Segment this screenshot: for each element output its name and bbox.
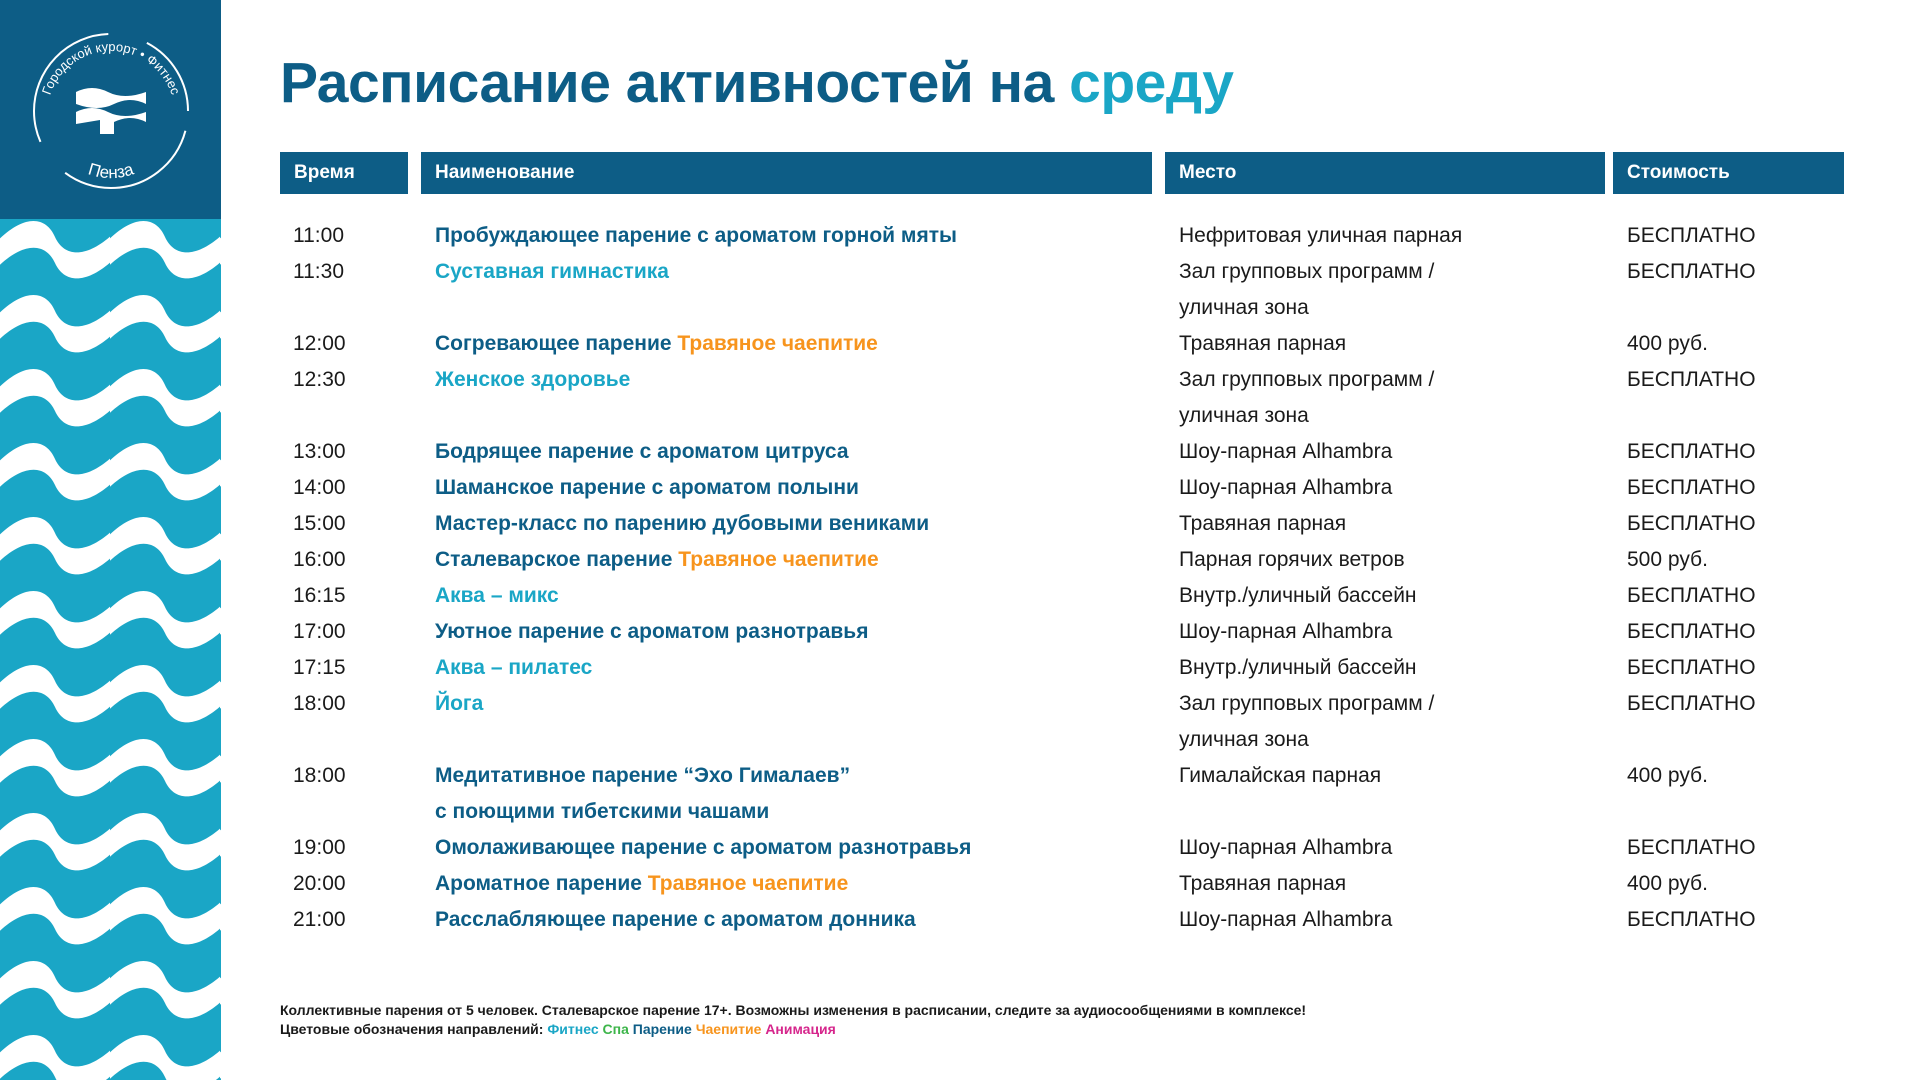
activity-name: [435, 326, 878, 362]
place-cell: Гималайская парная: [1179, 764, 1382, 787]
table-row: [0, 326, 1920, 362]
column-header-price: Стоимость: [1613, 152, 1844, 194]
place-line-1: Зал групповых программ /: [1179, 368, 1435, 391]
place-line-2: уличная зона: [1179, 296, 1309, 319]
table-row: [0, 434, 1920, 470]
tea-tag: Травяное чаепитие: [647, 872, 849, 895]
table-row: [0, 578, 1920, 614]
column-header-name: Наименование: [421, 152, 1152, 194]
price-cell: БЕСПЛАТНО: [1627, 512, 1756, 535]
activity-name: [435, 866, 848, 902]
activity-title: Мастер-класс по парению дубовыми вениками: [435, 512, 930, 535]
table-row: [0, 362, 1920, 434]
place-cell: Шоу-парная Alhambra: [1179, 908, 1393, 931]
place-cell: Травяная парная: [1179, 872, 1347, 895]
price-cell: БЕСПЛАТНО: [1627, 584, 1756, 607]
price-cell: БЕСПЛАТНО: [1627, 836, 1756, 859]
price-cell: 400 руб.: [1627, 764, 1708, 787]
title-accent: среду: [1069, 51, 1234, 115]
title-main: Расписание активностей на: [280, 51, 1070, 115]
activity-title: Пробуждающее парение с ароматом горной мяты: [435, 224, 957, 247]
table-row: [0, 758, 1920, 830]
activity-title: Шаманское парение с ароматом полыни: [435, 476, 859, 499]
price-cell: БЕСПЛАТНО: [1627, 260, 1756, 283]
legend-fitness: Фитнес: [547, 1021, 599, 1037]
logo-ring-text-bottom: Пенза: [86, 159, 136, 183]
legend-spa: Спа: [602, 1021, 629, 1037]
activity-title: Аква – пилатес: [435, 656, 593, 679]
activity-title: Йога: [435, 692, 484, 715]
activity-name: [435, 506, 929, 542]
time-cell: 19:00: [293, 836, 346, 859]
place-cell: [1179, 362, 1434, 434]
activity-title: Расслабляющее парение с ароматом донника: [435, 908, 916, 931]
time-cell: 21:00: [293, 908, 346, 931]
price-cell: 400 руб.: [1627, 332, 1708, 355]
table-row: [0, 614, 1920, 650]
activity-title: Уютное парение с ароматом разнотравья: [435, 620, 869, 643]
activity-title: Аква – микс: [435, 584, 559, 607]
activity-title: Согревающее парение: [435, 332, 678, 355]
time-cell: 12:00: [293, 332, 346, 355]
table-row: [0, 902, 1920, 938]
table-row: [0, 542, 1920, 578]
time-cell: 15:00: [293, 512, 346, 535]
place-line-2: уличная зона: [1179, 404, 1309, 427]
activity-name: [435, 650, 592, 686]
logo-wave-top: [76, 88, 146, 108]
legend-label: Цветовые обозначения направлений:: [280, 1021, 548, 1037]
footer-legend: [280, 1020, 1306, 1039]
footer: [280, 1001, 1306, 1039]
table-row: [0, 254, 1920, 326]
activity-title: Бодрящее парение с ароматом цитруса: [435, 440, 849, 463]
price-cell: БЕСПЛАТНО: [1627, 692, 1756, 715]
table-row: [0, 866, 1920, 902]
activity-name: [435, 902, 916, 938]
activity-title: Медитативное парение “Эхо Гималаев”: [435, 764, 851, 787]
logo: [0, 0, 221, 219]
time-cell: 13:00: [293, 440, 346, 463]
logo-emblem-icon: [0, 0, 221, 219]
logo-ring-text-top: Городской курорт • Фитнес: [38, 38, 184, 97]
place-cell: Травяная парная: [1179, 512, 1347, 535]
activity-name: [435, 542, 879, 578]
price-cell: БЕСПЛАТНО: [1627, 476, 1756, 499]
column-header-place: Место: [1165, 152, 1605, 194]
price-cell: БЕСПЛАТНО: [1627, 908, 1756, 931]
time-cell: 16:15: [293, 584, 346, 607]
price-cell: 400 руб.: [1627, 872, 1708, 895]
place-cell: [1179, 254, 1434, 326]
activity-title: Ароматное парение: [435, 872, 648, 895]
activity-title: Женское здоровье: [435, 368, 631, 391]
time-cell: 14:00: [293, 476, 346, 499]
page-title: [280, 50, 1233, 116]
activity-name: [435, 686, 483, 722]
table-row: [0, 650, 1920, 686]
table-row: [0, 470, 1920, 506]
time-cell: 20:00: [293, 872, 346, 895]
tea-tag: Травяное чаепитие: [677, 332, 878, 355]
activity-name: [435, 614, 868, 650]
time-cell: 18:00: [293, 692, 346, 715]
activity-name: [435, 362, 630, 398]
table-row: [0, 506, 1920, 542]
time-cell: 18:00: [293, 764, 346, 787]
activity-title-line-2: с поющими тибетскими чашами: [435, 800, 770, 823]
time-cell: 11:00: [293, 224, 344, 247]
price-cell: БЕСПЛАТНО: [1627, 656, 1756, 679]
place-line-2: уличная зона: [1179, 728, 1309, 751]
price-cell: БЕСПЛАТНО: [1627, 440, 1756, 463]
place-cell: Нефритовая уличная парная: [1179, 224, 1463, 247]
activity-title: Омолаживающее парение с ароматом разнотравья: [435, 836, 972, 859]
place-line-1: Зал групповых программ /: [1179, 260, 1435, 283]
logo-wave-bottom: [76, 108, 146, 134]
place-cell: [1179, 686, 1434, 758]
activity-name: [435, 578, 559, 614]
legend-steam: Парение: [632, 1021, 692, 1037]
activity-name: [435, 218, 957, 254]
activity-title: Суставная гимнастика: [435, 260, 669, 283]
place-cell: Парная горячих ветров: [1179, 548, 1405, 571]
table-row: [0, 830, 1920, 866]
footer-note: Коллективные парения от 5 человек. Сталеварское парение 17+. Возможны изменения в расписании, следите за аудиосообщениями в комплексе!: [280, 1002, 1307, 1018]
price-cell: БЕСПЛАТНО: [1627, 224, 1756, 247]
time-cell: 16:00: [293, 548, 346, 571]
legend-tea: Чаепитие: [695, 1021, 762, 1037]
activity-title: Сталеварское парение: [435, 548, 679, 571]
price-cell: БЕСПЛАТНО: [1627, 620, 1756, 643]
time-cell: 11:30: [293, 260, 344, 283]
place-cell: Шоу-парная Alhambra: [1179, 476, 1393, 499]
place-cell: Травяная парная: [1179, 332, 1347, 355]
tea-tag: Травяное чаепитие: [678, 548, 879, 571]
place-cell: Шоу-парная Alhambra: [1179, 440, 1393, 463]
place-cell: Внутр./уличный бассейн: [1179, 584, 1417, 607]
price-cell: БЕСПЛАТНО: [1627, 368, 1756, 391]
activity-name: [435, 470, 859, 506]
time-cell: 17:00: [293, 620, 346, 643]
place-cell: Шоу-парная Alhambra: [1179, 836, 1393, 859]
column-header-time: Время: [280, 152, 408, 194]
price-cell: 500 руб.: [1627, 548, 1708, 571]
activity-name: [435, 254, 669, 290]
place-line-1: Зал групповых программ /: [1179, 692, 1435, 715]
time-cell: 12:30: [293, 368, 346, 391]
legend-animation: Анимация: [765, 1021, 836, 1037]
activity-name: [435, 434, 849, 470]
table-row: [0, 686, 1920, 758]
schedule-table: [0, 218, 1920, 938]
place-cell: Шоу-парная Alhambra: [1179, 620, 1393, 643]
activity-name: [435, 758, 850, 830]
table-row: [0, 218, 1920, 254]
time-cell: 17:15: [293, 656, 346, 679]
place-cell: Внутр./уличный бассейн: [1179, 656, 1417, 679]
activity-name: [435, 830, 971, 866]
